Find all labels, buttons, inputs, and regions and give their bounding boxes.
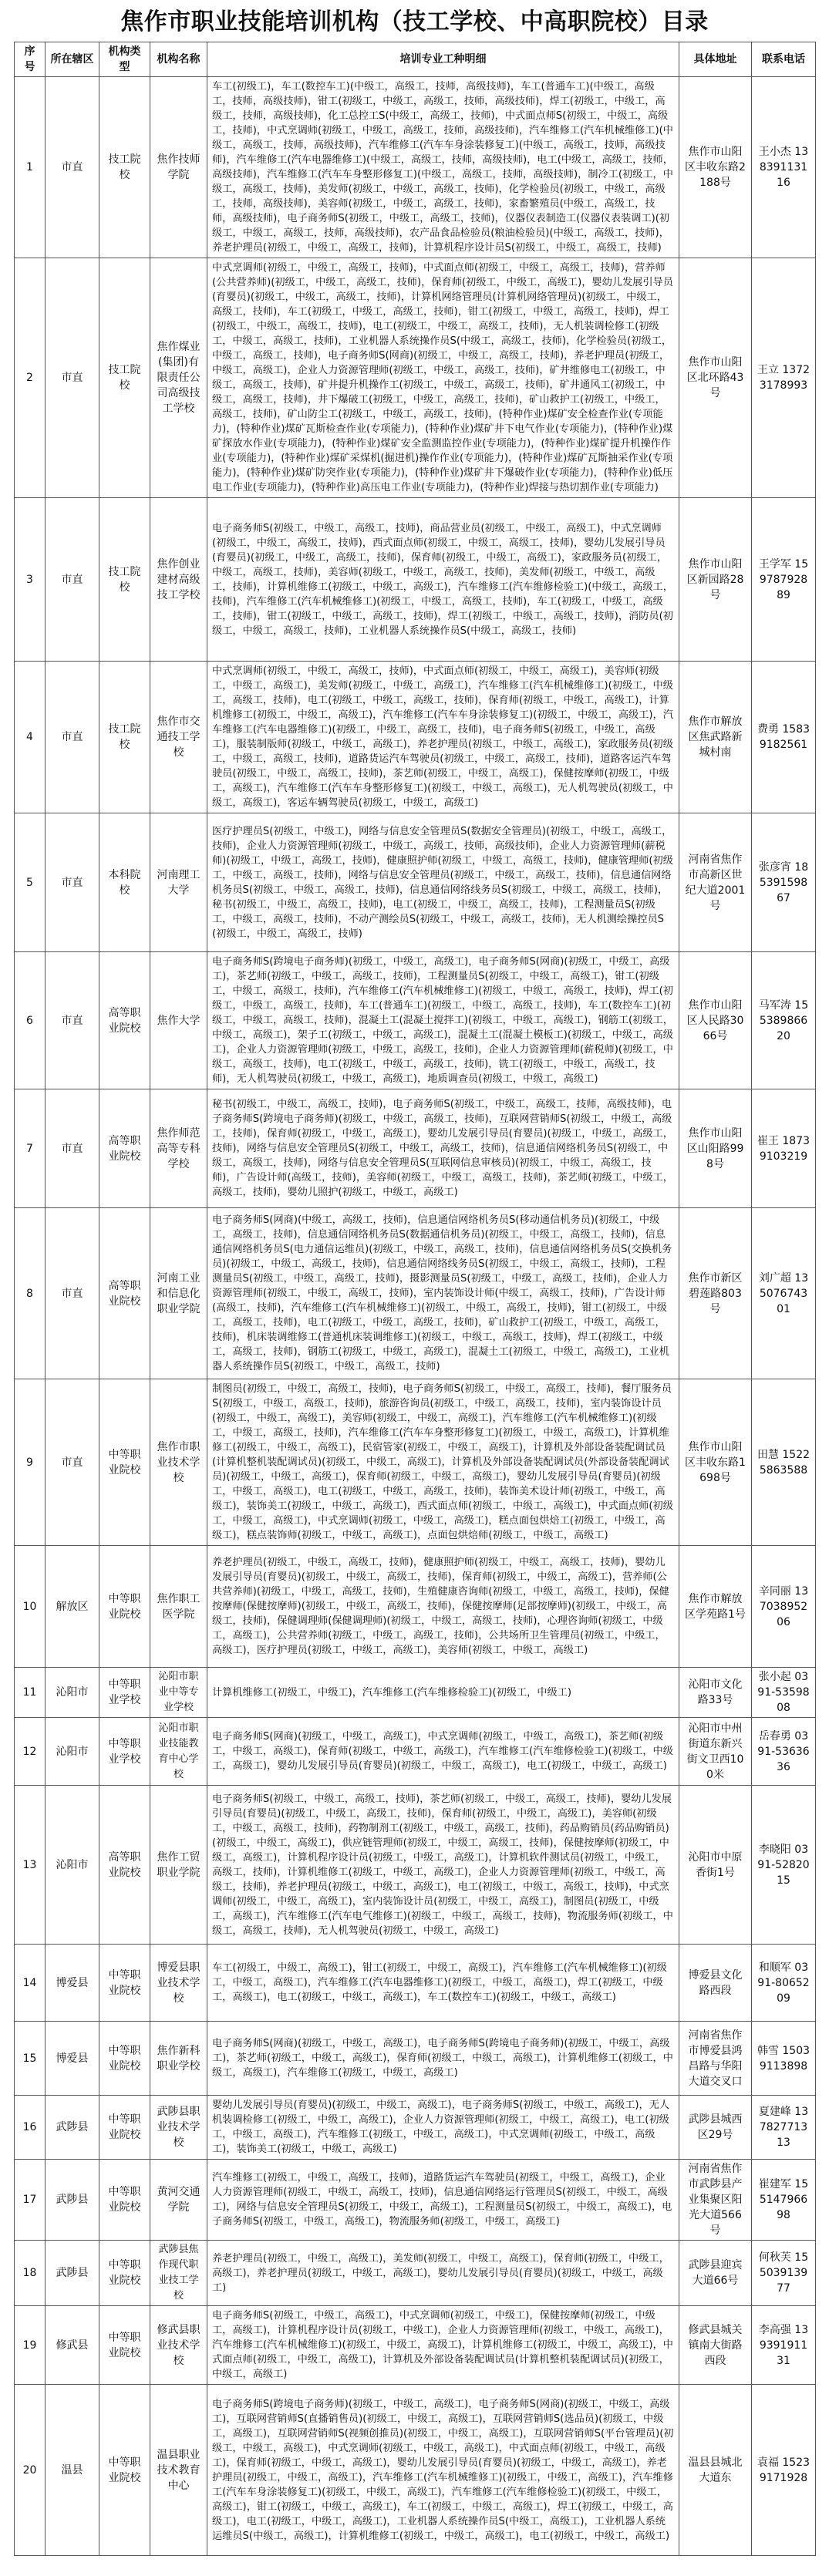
- row-no: 8: [15, 1208, 45, 1379]
- row-detail: 制图员(初级工，中级工，高级工，技师)，电子商务师S(初级工，中级工，高级工，技师)，餐厅服务员S(初级工，中级工，高级工，技师)，旅游咨询员(初级工，中级工，高级工，技师)，室内装饰设计员(初级工，中级工，高级工)，美容师(初级工，中级工，高级工)，汽车维修工(汽车机械维修工)(初级工，中级工，高级工，技师)，汽车维修工(汽车车身整形修复工)(初级工，中级工，高级工)，计算机维修工(初级工，中级工，高级工)，民宿管家(初级工，中级工，高级工)，计算机及外部设备装配调试员(计算机整机装配调试员)(初级工，中级工，高级工)，计算机及外部设备装配调试员(外部设备装配调试员)(初级工，中级工，高级工)，保育师(初级工，中级工，高级工)，婴幼儿发展引导员(育婴员)(初级工，中级工，高级工)，电工(初级工，中级工，高级工，技师)，装饰美术设计师(初级工，中级工，高级工)，装饰美工(初级工，中级工，高级工)，西式面点师(初级工，中级工，高级工)，中式面点师(初级工，中级工，高级工)，中式烹调师(初级工，中级工，高级工)，糕点面包烘焙工(初级工，中级工，高级工)，糕点装饰师(初级工，中级工，高级工)，点面包烘焙师(初级工，中级工，高级工): [207, 1379, 679, 1546]
- row-address: 焦作市山阳区人民路3066号: [679, 952, 752, 1089]
- row-no: 4: [15, 662, 45, 813]
- table-row: [15, 258, 816, 498]
- row-type: 中等职业院校: [99, 2385, 150, 2556]
- row-district: 市直: [45, 662, 99, 813]
- page-title: 焦作市职业技能培训机构（技工学校、中高职院校）目录: [120, 8, 709, 35]
- row-detail: 电子商务师S(网商)(初级工，中级工，高级工)，电子商务师S(跨境电子商务师)(初级工，中级工，高级工)，茶艺师(初级工，中级工，高级工)，保育师(初级工，中级工，高级工)，计算机维修工(初级工，中级工，高级工)，汽车维修工(初级工，中级工，高级工): [207, 2022, 679, 2096]
- row-type: 中等职业学校: [99, 1718, 150, 1786]
- row-address: 温县县城北大道东: [679, 2385, 752, 2556]
- row-district: 温县: [45, 2385, 99, 2556]
- row-address: 武陟县迎宾大道66号: [679, 2241, 752, 2306]
- table-row: [15, 2160, 816, 2241]
- row-name: 武陟县职业技术学校: [150, 2096, 207, 2160]
- row-type: 高等职业院校: [99, 952, 150, 1089]
- row-detail: 中式烹调师(初级工，中级工，高级工，技师)，中式面点师(初级工，中级工，高级工，技师)，营养师(公共营养师)(初级工，中级工，高级工，技师)，保育师(初级工，中级工，高级工)，婴幼儿发展引导员(育婴员)(初级工，中级工，高级工，技师)，计算机网络管理员(计算机网络管理员)(初级工，中级工，高级工，技师)，车工(初级工，中级工，高级工，技师)，钳工(初级工，中级工，高级工，技师)，焊工(初级工，中级工，高级工，技师)，电工(初级工，中级工，高级工，技师)，无人机装调检修工(初级工，中级工，高级工，技师)，工业机器人系统操作员S(中级工，高级工，技师)，化学检验员(初级工，中级工，高级工，技师)，电子商务师S(网商)(初级工，中级工，高级工，技师)，养老护理员(初级工，中级工，高级工)，企业人力资源管理师(初级工，中级工，高级工，技师)，矿井维修电工(初级工，中级工，高级工，技师)，矿井提升机操作工(初级工，中级工，高级工，技师)，矿井通风工(初级工，中级工，高级工，技师)，井下爆破工(初级工，中级工，高级工，技师)，矿山救护工(初级工，中级工，高级工，技师)，矿山防尘工(初级工，中级工，高级工，技师)，(特种作业)煤矿安全检查作业(专项能力)，(特种作业)煤矿瓦斯检查作业(专项能力)，(特种作业)煤矿井下电气作业(专项能力)，(特种作业)煤矿探放水作业(专项能力)，(特种作业)煤矿安全监测监控作业(专项能力)，(特种作业)煤矿提升机操作作业(专项能力)，(特种作业)煤矿采煤机(掘进机)操作作业(专项能力)，(特种作业)煤矿瓦斯抽采作业(专项能力)，(特种作业)煤矿防突作业(专项能力)，(特种作业)煤矿井下爆破作业(专项能力)，(特种作业)低压电工作业(专项能力)，(特种作业)高压电工作业(专项能力)，(特种作业)焊接与热切割作业(专项能力): [207, 258, 679, 498]
- row-name: 焦作市职业技术学校: [150, 1379, 207, 1546]
- row-phone: 夏建峰 13782771313: [752, 2096, 816, 2160]
- table-row: [15, 1945, 816, 2022]
- row-address: 焦作市山阳区山阳路998号: [679, 1089, 752, 1208]
- row-type: 技工院校: [99, 498, 150, 662]
- row-name: 焦作市交通技工学校: [150, 662, 207, 813]
- row-name: 温县职业技术教育中心: [150, 2385, 207, 2556]
- header-phone: 联系电话: [752, 42, 816, 77]
- row-phone: 袁福 15239171928: [752, 2385, 816, 2556]
- row-phone: 何秋芙 15503913977: [752, 2241, 816, 2306]
- row-district: 解放区: [45, 1546, 99, 1668]
- row-detail: 电子商务师S(网商)(初级工，中级工，高级工)，中式烹调师(初级工，中级工，高级工)，茶艺师(初级工，中级工，高级工)，保育师(初级工，中级工，高级工)，汽车维修工(汽车维修检验工)(初级工，中级工，高级工)，婴幼儿发展引导员(育婴员)(初级工，中级工，高级工)，电工(初级工，中级工，高级工): [207, 1718, 679, 1786]
- row-district: 市直: [45, 77, 99, 258]
- row-address: 焦作市解放区焦武路新城村南: [679, 662, 752, 813]
- header-name: 机构名称: [150, 42, 207, 77]
- row-detail: 婴幼儿发展引导员(育婴员)(初级工，中级工，高级工)，电子商务师S(初级工，中级工，高级工)，无人机装调检修工(初级工，中级工，高级工)，企业人力资源管理师(初级工，中级工，高级工)，电工(初级工，中级工，高级工)，汽车维修工(初级工，中级工，高级工)，中式烹调师(初级工，中级工，高级工)，装饰美工(初级工，中级工，高级工): [207, 2096, 679, 2160]
- row-type: 技工院校: [99, 77, 150, 258]
- row-name: 博爱县职业技术学校: [150, 1945, 207, 2022]
- header-row: [15, 42, 816, 77]
- row-phone: 张彦宵 18539159867: [752, 813, 816, 952]
- row-detail: 中式烹调师(初级工，中级工，高级工，技师)，中式面点师(初级工，中级工，高级工)，美容师(初级工，中级工，高级工)，美发师(初级工，中级工，高级工)，汽车维修工(汽车机械维修工)(初级工，中级工，高级工，技师)，电工(初级工，中级工，高级工，技师)，保育师(初级工，中级工，高级工)，计算机维修工(初级工，中级工，高级工)，汽车维修工(汽车车身涂装修复工)(初级工，中级工，高级工)，汽车维修工(汽车电器维修工)(初级工，中级工，高级工，技师)，电子商务师S(初级工，中级工，高级工)，服装制版师(初级工，中级工，高级工)，养老护理员(初级工，中级工，高级工)，家政服务员(初级工，中级工，高级工，技师)，道路货运汽车驾驶员(初级工，中级工，高级工，技师)，道路客运汽车驾驶员(初级工，中级工，高级工，技师)，茶艺师(初级工，中级工，高级工)，保健按摩师(初级工，中级工，高级工)，汽车维修工(汽车车身整形修复工)(初级工，中级工，高级工)，无人机驾驶员(初级工，中级工，高级工)，客运车辆驾驶员(初级工，中级工，高级工): [207, 662, 679, 813]
- table-row: [15, 1208, 816, 1379]
- row-phone: 马军涛 15538986620: [752, 952, 816, 1089]
- row-name: 焦作师范高等专科学校: [150, 1089, 207, 1208]
- row-detail: 电子商务师S(初级工，中级工，高级工，技师)，茶艺师(初级工，中级工，高级工，技师)，婴幼儿发展引导员(育婴员)(初级工，中级工，高级工，技师)，保育师(初级工，中级工，高级工)，美容师(初级工，中级工，高级工，技师)，药物制剂工(初级工，中级工，高级工，技师)，药品购销员(药品购销员)(初级工，中级工，高级工)，供应链管理师(初级工，中级工，高级工，技师)，保健按摩师(初级工，中级工，高级工)，计算机程序设计员(初级工，中级工，高级工)，计算机软件测试员(初级工，中级工，高级工，技师)，计算机维修工(初级工，中级工，高级工)，企业人力资源管理师(初级工，中级工，高级工，技师)，养老护理员(初级工，中级工，高级工)，电工(初级工，中级工，高级工，技师)，中式烹调师(初级工，中级工，高级工)，室内装饰设计员(初级工，中级工，高级工)，制图员(初级工，中级工，高级工)，汽车维修工(汽车电气维修工)(初级工，中级工，高级工，技师)，物流服务师(初级工，中级工，高级工，技师)，无人机驾驶员(初级工，中级工，高级工): [207, 1786, 679, 1945]
- row-detail: 车工(初级工)，车工(数控车工)(中级工，高级工，技师，高级技师)，车工(普通车工)(中级工，高级工，技师，高级技师)，钳工(初级工，中级工，高级工，技师，高级技师)，焊工(初级工，中级工，高级工，技师，高级技师)，化工总控工S(中级工，高级工，技师)，中式面点师S(初级工，中级工，高级工，技师)，中式烹调师(初级工，中级工，高级工，技师，高级技师)，汽车维修工(汽车机械维修工)(中级工，高级工，技师，高级技师)，汽车维修工(汽车车身涂装修复工)(中级工，高级工，技师，高级技师)，汽车维修工(汽车电器维修工)(中级工，高级工，技师，高级技师)，电工(中级工，高级工，技师，高级技师)，汽车维修工(汽车车身整形修复工)(中级工，高级工，技师，高级技师)，制冷工(初级工，中级工，高级工，技师)，美发师(初级工，中级工，高级工，技师)，化学检验员(初级工，中级工，高级工，技师，高级技师)，美容师(初级工，中级工，高级工，技师)，家畜繁殖员(中级工，高级工，技师，高级技师)，电子商务师S(初级工，中级工，高级工，技师)，仪器仪表制造工(仪器仪表装调工)(初级工，中级工，高级工，技师，高级技师)，农产品食品检验员(粮油检验员)(中级工，高级工，技师)，养老护理员(初级工，中级工，高级工，技师)，计算机程序设计员S(初级工，中级工，高级工，技师): [207, 77, 679, 258]
- row-type: 高等职业院校: [99, 1786, 150, 1945]
- row-name: 黄河交通学院: [150, 2160, 207, 2241]
- table-row: [15, 498, 816, 662]
- header-no: 序号: [15, 42, 45, 77]
- row-address: 焦作市山阳区丰收东路2188号: [679, 77, 752, 258]
- row-address: 焦作市解放区学苑路1号: [679, 1546, 752, 1668]
- row-phone: 王立 13723178993: [752, 258, 816, 498]
- row-address: 武陟县城西区29号: [679, 2096, 752, 2160]
- row-no: 7: [15, 1089, 45, 1208]
- row-district: 修武县: [45, 2306, 99, 2385]
- row-name: 河南工业和信息化职业学院: [150, 1208, 207, 1379]
- row-type: 中等职业院校: [99, 2160, 150, 2241]
- row-address: 沁阳市中州街道东新兴街文卫西100米: [679, 1718, 752, 1786]
- table-row: [15, 1546, 816, 1668]
- row-no: 15: [15, 2022, 45, 2096]
- row-name: 焦作煤业(集团)有限责任公司高级技工学校: [150, 258, 207, 498]
- row-no: 19: [15, 2306, 45, 2385]
- row-name: 河南理工大学: [150, 813, 207, 952]
- row-detail: 养老护理员(初级工，中级工，高级工，技师)，健康照护师(初级工，中级工，高级工，技师)，婴幼儿发展引导员(育婴员)(初级工，中级工，高级工，技师)，保育师(初级工，中级工，高级工)，营养师(公共营养师)(初级工，中级工，高级工，技师)，生殖健康咨询师(初级工，中级工，高级工，技师)，保健按摩师(保健按摩师)(初级工，中级工，高级工，技师)，保健按摩师(足部按摩师)(初级工，中级工，高级工，技师)，保健调理师(保健调理师)(初级工，中级工，高级工，技师)，心理咨询师(初级工，中级工，高级工)，公共营养师(初级工，中级工，高级工，技师)，公共场所卫生管理员(初级工，中级工，高级工)，医疗护理员(初级工，中级工，高级工)，美容师(初级工，中级工，高级工): [207, 1546, 679, 1668]
- row-detail: 电子商务师S(网商)(中级工，高级工，技师)，信息通信网络机务员S(移动通信机务员)(初级工，中级工，高级工，技师)，信息通信网络机务员S(数据通信机务员)(初级工，中级工，高级工，技师)，信息通信网络机务员S(电力通信运维员)(初级工，中级工，高级工，技师)，信息通信网络机务员S(交换机务员)(初级工，中级工，高级工，技师)，信息通信网络线务员S(初级工，中级工，高级工，技师)，工程测量员S(初级工，中级工，高级工，技师)，摄影测量员S(初级工，中级工，高级工，技师)，企业人力资源管理师(初级工，中级工，高级工，技师)，室内装饰设计师(中级工，高级工，技师)，广告设计师(高级工，技师)，汽车维修工(汽车机械维修工)(初级工，中级工，高级工，技师)，钳工(初级工，中级工，高级工，技师)，电工(初级工，中级工，高级工，技师)，矿山救护工(初级工，中级工，高级工，技师)，机床装调维修工(普通机床装调维修工)(初级工，中级工，高级工，技师)，焊工(初级工，中级工，高级工，技师)，钢筋工(初级工，中级工，高级工)，混凝土工(初级工，中级工，高级工)，工业机器人系统操作员S(初级工，中级工，高级工，技师): [207, 1208, 679, 1379]
- row-address: 焦作市新区碧莲路803号: [679, 1208, 752, 1379]
- row-detail: 车工(初级工，中级工，高级工)，钳工(初级工，中级工，高级工)，汽车维修工(汽车机械维修工)(初级工，中级工，高级工)，汽车维修工(汽车电器维修工)(初级工，中级工，高级工)，焊工(初级工，中级工，高级工)，电工(初级工，中级工，高级工)，车工(数控车工)(初级工，中级工，高级工): [207, 1945, 679, 2022]
- row-district: 市直: [45, 1379, 99, 1546]
- table-row: [15, 1718, 816, 1786]
- row-name: 修武县职业技术学校: [150, 2306, 207, 2385]
- row-phone: 韩雪 15039113898: [752, 2022, 816, 2096]
- row-district: 沁阳市: [45, 1668, 99, 1718]
- table-row: [15, 1668, 816, 1718]
- row-district: 武陟县: [45, 2241, 99, 2306]
- table-row: [15, 952, 816, 1089]
- row-name: 焦作技师学院: [150, 77, 207, 258]
- row-detail: 医疗护理员S(初级工，中级工)，网络与信息安全管理员S(数据安全管理员)(初级工，中级工，高级工，技师)，企业人力资源管理师(初级工，中级工，高级工，技师，高级技师)，企业人力资源管理师(薪税师)(初级工，中级工，高级工，技师)，健康照护师(初级工，中级工，高级工，技师)，健康管理师(初级工，中级工，高级工，技师)，网络与信息安全管理员(初级工，中级工，高级工，技师)，信息通信网络机务员S(初级工，中级工，高级工，技师)，信息通信网络线务员S(初级工，中级工，高级工，技师)，秘书(初级工，中级工，高级工，技师)，电工(初级工，中级工，高级工，技师)，工程测量员S(初级工，中级工，高级工，技师)，不动产测绘员S(初级工，中级工，高级工，技师)，无人机测绘操控员S(初级工，中级工，高级工，技师): [207, 813, 679, 952]
- row-no: 14: [15, 1945, 45, 2022]
- table-row: [15, 2306, 816, 2385]
- row-detail: 电子商务师S(跨境电子商务师)(初级工，中级工，高级工)，电子商务师S(网商)(初级工，中级工，高级工)，茶艺师(初级工，中级工，高级工，技师)，工程测量员S(初级工，中级工，高级工)，钳工(初级工，中级工，高级工，技师)，汽车维修工(汽车机械维修工)(初级工，中级工，高级工，技师)，焊工(初级工，中级工，高级工，技师)，车工(普通车工)(初级工，中级工，高级工，技师)，车工(数控车工)(初级工，中级工，高级工，技师)，混凝土工(混凝土搅拌工)(初级工，中级工，高级工)，钢筋工(初级工，中级工，高级工)，架子工(初级工，中级工，高级工)，混凝土工(混凝土模板工)(初级工，中级工，高级工)，企业人力资源管理师(初级工，中级工，高级工，技师)，企业人力资源管理师(薪税师)(初级工，中级工，高级工，技师)，电工(初级工，中级工，高级工，技师)，铣工(初级工，中级工，高级工，技师)，无人机驾驶员(初级工，中级工，高级工)，地质调查员(初级工，中级工，高级工): [207, 952, 679, 1089]
- row-no: 2: [15, 258, 45, 498]
- row-no: 18: [15, 2241, 45, 2306]
- row-district: 市直: [45, 1089, 99, 1208]
- row-type: 中等职业院校: [99, 1379, 150, 1546]
- table-row: [15, 1379, 816, 1546]
- row-district: 市直: [45, 498, 99, 662]
- row-type: 中等职业院校: [99, 2241, 150, 2306]
- row-address: 河南省焦作市博爱县鸿昌路与华阳大道交叉口: [679, 2022, 752, 2096]
- row-address: 焦作市山阳区新园路28号: [679, 498, 752, 662]
- row-district: 博爱县: [45, 2022, 99, 2096]
- table-row: [15, 2241, 816, 2306]
- row-type: 中等职业院校: [99, 2022, 150, 2096]
- header-address: 具体地址: [679, 42, 752, 77]
- row-phone: 费勇 15839182561: [752, 662, 816, 813]
- row-detail: 秘书(初级工，中级工，高级工，技师)，电子商务师S(初级工，中级工，高级工，技师，高级技师)，电子商务师S(跨境电子商务师)(初级工，中级工，高级工，技师)，互联网营销师S(初级工，中级工，高级工，技师)，保育师(初级工，中级工，高级工)，婴幼儿发展引导员(育婴员)(初级工，中级工，高级工，技师)，网络与信息安全管理员S(初级工，中级工，高级工，技师)，信息通信网络机务员S(初级工，中级工，高级工，技师)，网络与信息安全管理员S(互联网信息审核员)(初级工，中级工，高级工，技师)，广告设计师(高级工，技师)，美容师(初级工，中级工，高级工，技师)，茶艺师(初级工，中级工，高级工，技师)，婴幼儿照护(初级工，中级工，高级工): [207, 1089, 679, 1208]
- row-address: 焦作市山阳区丰收东路1698号: [679, 1379, 752, 1546]
- table-row: [15, 662, 816, 813]
- row-district: 市直: [45, 952, 99, 1089]
- row-address: 博爱县文化路西段: [679, 1945, 752, 2022]
- row-type: 中等职业院校: [99, 1546, 150, 1668]
- row-district: 沁阳市: [45, 1786, 99, 1945]
- directory-table: [14, 42, 816, 2556]
- row-phone: 岳春勇 0391-5363636: [752, 1718, 816, 1786]
- row-phone: 崔王 18739103219: [752, 1089, 816, 1208]
- row-no: 1: [15, 77, 45, 258]
- row-address: 河南省焦作市武陟县产业集聚区阳光大道566号: [679, 2160, 752, 2241]
- row-no: 10: [15, 1546, 45, 1668]
- table-row: [15, 2096, 816, 2160]
- row-no: 16: [15, 2096, 45, 2160]
- row-type: 高等职业院校: [99, 1208, 150, 1379]
- row-district: 博爱县: [45, 1945, 99, 2022]
- row-name: 焦作职工医学院: [150, 1546, 207, 1668]
- row-address: 修武县城关镇南大街路西段: [679, 2306, 752, 2385]
- row-type: 技工院校: [99, 662, 150, 813]
- row-detail: 计算机维修工(初级工，中级工)，汽车维修工(汽车维修检验工)(初级工，中级工): [207, 1668, 679, 1718]
- row-address: 河南省焦作市高新区世纪大道2001号: [679, 813, 752, 952]
- row-no: 5: [15, 813, 45, 952]
- row-detail: 电子商务师S(跨境电子商务师)(初级工，中级工，高级工)，电子商务师S(网商)(初级工，中级工，高级工)，互联网营销师S(直播销售员)(初级工，中级工，高级工)，互联网营销师S(选品员)(初级工，中级工，高级工)，互联网营销师S(视频创推员)(初级工，中级工，高级工)，互联网营销师S(平台管理员)(初级工，中级工，高级工)，中式烹调师(初级工，中级工，高级工)，中式面点师(初级工，中级工，高级工)，保育师(初级工，中级工，高级工)，婴幼儿发展引导员(育婴员)(初级工，中级工，高级工)，养老护理员(初级工，中级工，高级工)，汽车维修工(汽车机械维修工)(初级工，中级工，高级工)，汽车维修工(汽车车身涂装修复工)(初级工，中级工，高级工)，汽车维修工(汽车维修检验工)(初级工，中级工，高级工)，钳工(初级工，中级工，高级工)，车工(初级工，中级工，高级工)，焊工(初级工，中级工，高级工)，电工(初级工，中级工，高级工)，工业机器人系统操作员S(中级工，高级工)，工业机器人系统运维员S(中级工，高级工)，计算机维修工(初级工，中级工，高级工)，电工(初级工，中级工，高级工): [207, 2385, 679, 2556]
- row-phone: 崔建军 15514796698: [752, 2160, 816, 2241]
- row-detail: 电子商务师S(初级工，中级工，高级工)，中式烹调师(初级工，中级工)，保健按摩师(初级工，中级工，高级工)，计算机程序设计员(初级工，中级工)，企业人力资源管理师(初级工，中级工，高级工)，汽车维修工(汽车机械维修工)(初级工，中级工，高级工)，计算机维修工(初级工，中级工，高级工)，中式面点师(初级工，中级工，高级工)，计算机及外部设备装配调试员(计算机整机装配调试员)(初级工，中级工，高级工): [207, 2306, 679, 2385]
- row-type: 中等职业院校: [99, 2096, 150, 2160]
- row-address: 沁阳市文化路33号: [679, 1668, 752, 1718]
- row-phone: 王学军 15978792889: [752, 498, 816, 662]
- row-no: 6: [15, 952, 45, 1089]
- row-district: 沁阳市: [45, 1718, 99, 1786]
- row-phone: 李高强 13939191131: [752, 2306, 816, 2385]
- row-name: 沁阳市职业中等专业学校: [150, 1668, 207, 1718]
- row-district: 武陟县: [45, 2160, 99, 2241]
- row-no: 11: [15, 1668, 45, 1718]
- row-type: 中等职业院校: [99, 1945, 150, 2022]
- row-no: 17: [15, 2160, 45, 2241]
- row-name: 沁阳市职业技能教育中心学校: [150, 1718, 207, 1786]
- row-detail: 汽车维修工(初级工，中级工，高级工，技师)，道路货运汽车驾驶员(初级工，中级工，高级工)，企业人力资源管理师(初级工，中级工，高级工，技师)，信息通信网络运行管理员S(初级工，中级工，高级工)，网络与信息安全管理员S(初级工，中级工，高级工)，工程测量员S(初级工，中级工，高级工)，电子商务师S(初级工，中级工，高级工)，物流服务师(初级工，中级工，高级工): [207, 2160, 679, 2241]
- table-row: [15, 2385, 816, 2556]
- row-address: 焦作市山阳区北环路43号: [679, 258, 752, 498]
- row-phone: 王小杰 13839113116: [752, 77, 816, 258]
- row-type: 技工院校: [99, 258, 150, 498]
- row-district: 市直: [45, 1208, 99, 1379]
- row-type: 本科院校: [99, 813, 150, 952]
- row-district: 市直: [45, 813, 99, 952]
- row-name: 焦作创业建材高级技工学校: [150, 498, 207, 662]
- header-type: 机构类型: [99, 42, 150, 77]
- row-address: 沁阳市中原香街1号: [679, 1786, 752, 1945]
- row-type: 中等职业院校: [99, 2306, 150, 2385]
- row-name: 焦作大学: [150, 952, 207, 1089]
- table-header: [15, 42, 816, 77]
- row-phone: 刘广超 13507674301: [752, 1208, 816, 1379]
- row-detail: 养老护理员(初级工，中级工，高级工)，美发师(初级工，中级工，高级工)，保育师(初级工，中级工，高级工)，养老护理员(初级工，中级工，高级工)，婴幼儿发展引导员(育婴员)(初级工，中级工，高级工): [207, 2241, 679, 2306]
- row-phone: 张小起 0391-5359808: [752, 1668, 816, 1718]
- row-name: 焦作工贸职业学院: [150, 1786, 207, 1945]
- row-name: 焦作新科职业学校: [150, 2022, 207, 2096]
- row-no: 20: [15, 2385, 45, 2556]
- table-body: [15, 77, 816, 2556]
- table-row: [15, 1786, 816, 1945]
- row-phone: 李晓阳 0391-5282015: [752, 1786, 816, 1945]
- row-name: 武陟县焦作现代职业技工学校: [150, 2241, 207, 2306]
- table-row: [15, 77, 816, 258]
- row-district: 市直: [45, 258, 99, 498]
- row-district: 武陟县: [45, 2096, 99, 2160]
- row-phone: 辛同丽 13703895206: [752, 1546, 816, 1668]
- row-no: 12: [15, 1718, 45, 1786]
- row-phone: 和顺军 0391-8065209: [752, 1945, 816, 2022]
- row-no: 3: [15, 498, 45, 662]
- row-phone: 田慧 15225863588: [752, 1379, 816, 1546]
- table-row: [15, 1089, 816, 1208]
- row-no: 13: [15, 1786, 45, 1945]
- table-row: [15, 813, 816, 952]
- table-row: [15, 2022, 816, 2096]
- row-no: 9: [15, 1379, 45, 1546]
- header-detail: 培训专业工种明细: [207, 42, 679, 77]
- header-district: 所在辖区: [45, 42, 99, 77]
- row-type: 中等职业学校: [99, 1668, 150, 1718]
- row-type: 高等职业院校: [99, 1089, 150, 1208]
- row-detail: 电子商务师S(初级工，中级工，高级工，技师)，商品营业员(初级工，中级工，高级工)，中式烹调师(初级工，中级工，高级工，技师)，西式面点师(初级工，中级工，高级工，技师)，婴幼儿发展引导员(育婴员)(初级工，中级工，高级工，技师)，保育师(初级工，中级工，高级工)，家政服务员(初级工，中级工，高级工，技师)，美容师(初级工，中级工，高级工，技师)，美发师(初级工，中级工，高级工，技师)，计算机维修工(初级工，中级工，高级工)，汽车维修工(汽车维修检验工)(中级工，高级工，技师)，汽车维修工(汽车机械维修工)(初级工，中级工，高级工，技师)，车工(初级工，中级工，高级工，技师)，钳工(初级工，中级工，高级工，技师)，焊工(初级工，中级工，高级工，技师)，消防员(初级工，中级工，高级工，技师)，工业机器人系统操作员S(中级工，高级工，技师): [207, 498, 679, 662]
